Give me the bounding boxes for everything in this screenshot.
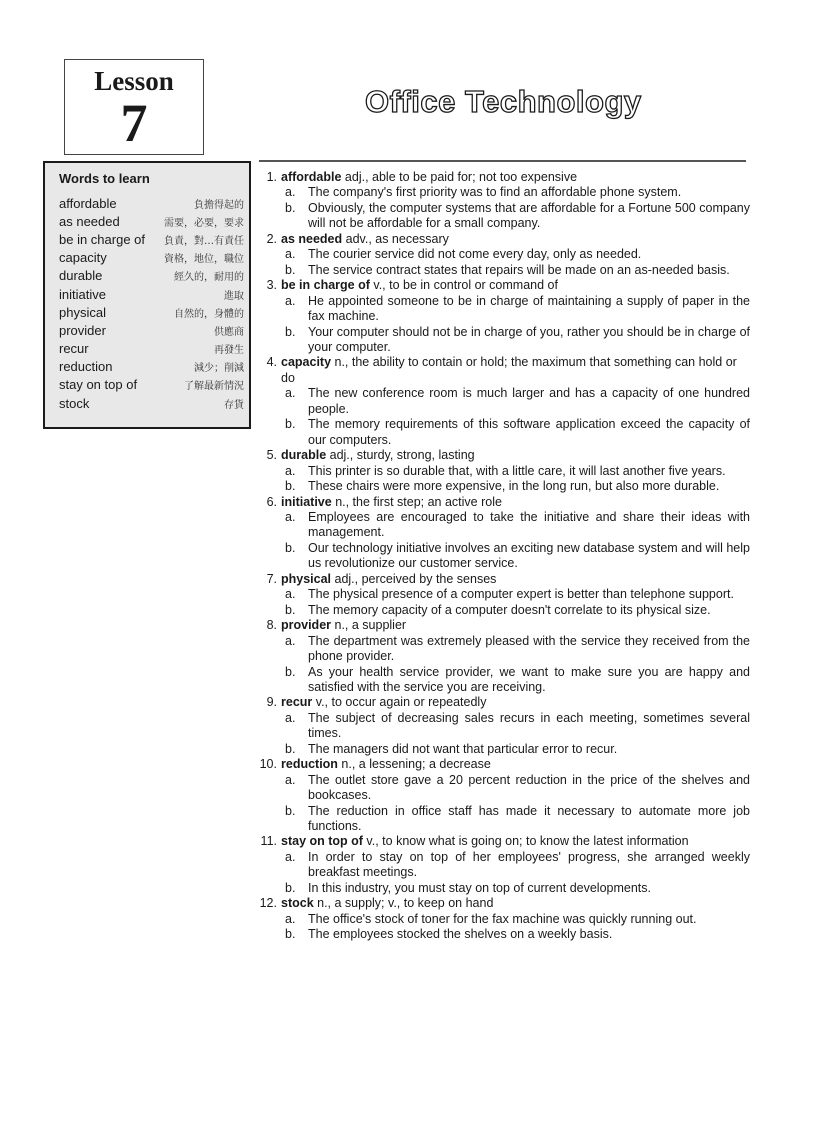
lesson-label: Lesson <box>94 66 174 96</box>
entry-number: 6. <box>266 494 277 509</box>
lesson-box <box>64 59 204 155</box>
example-sentence <box>250 185 750 200</box>
entry-definition-line <box>281 170 750 185</box>
example-sentence <box>250 773 750 804</box>
word-zh: 自然的，身體的 <box>174 308 244 320</box>
example-text: The employees stocked the shelves on a weekly basis. <box>308 927 613 942</box>
entry-head <box>250 170 750 185</box>
example-label: a. <box>285 185 296 200</box>
example-text: As your health service provider, we want to make sure you are happy and satisfied with the service you are receiving. <box>308 664 750 694</box>
entry-number: 11. <box>260 834 277 849</box>
page-title: Office Technology <box>365 84 642 119</box>
entry-definition: n., the ability to contain or hold; the maximum that something can hold or do <box>281 355 737 385</box>
word-en: be in charge of <box>59 231 146 247</box>
entry-definition: adj., sturdy, strong, lasting <box>326 448 475 463</box>
example-sentence <box>250 541 750 572</box>
example-text: Obviously, the computer systems that are affordable for a Fortune 500 company will not be affordable for a small company. <box>308 200 750 231</box>
word-en: physical <box>59 304 106 320</box>
entry-definition-line <box>281 448 750 463</box>
entry-number: 3. <box>266 278 277 293</box>
example-label: b. <box>285 602 296 617</box>
vocabulary-entries <box>250 170 750 943</box>
entry-head <box>250 618 750 633</box>
word-en: as needed <box>59 213 120 229</box>
example-sentence <box>250 587 750 602</box>
example-text: In order to stay on top of her employees' progress, she arranged weekly breakfast meetings. <box>308 849 750 880</box>
vocab-entry <box>250 232 750 278</box>
entry-definition-line <box>281 695 750 710</box>
word-zh: 存貨 <box>224 399 244 411</box>
vocab-entry <box>250 572 750 618</box>
example-label: a. <box>285 633 296 648</box>
example-text: He appointed someone to be in charge of maintaining a supply of paper in the fax machine. <box>308 293 750 324</box>
entry-head <box>250 278 750 293</box>
entry-definition: v., to occur again or repeatedly <box>312 695 487 710</box>
example-label: a. <box>285 386 296 401</box>
word-en: capacity <box>59 250 107 266</box>
example-sentence <box>250 742 750 757</box>
example-label: a. <box>285 293 296 308</box>
example-label: a. <box>285 710 296 725</box>
word-row <box>59 230 244 248</box>
example-text: The memory capacity of a computer doesn't correlate to its physical size. <box>308 602 711 617</box>
word-zh: 負責，對…有責任 <box>164 235 244 247</box>
entry-definition: adj., perceived by the senses <box>331 571 497 586</box>
example-sentence <box>250 294 750 325</box>
example-label: b. <box>285 200 296 215</box>
vocab-entry <box>250 448 750 494</box>
example-text: The subject of decreasing sales recurs in each meeting, sometimes several times. <box>308 710 750 741</box>
example-sentence <box>250 325 750 356</box>
word-row <box>59 267 244 285</box>
example-sentence <box>250 711 750 742</box>
example-text: This printer is so durable that, with a little care, it will last another five years. <box>308 463 726 478</box>
entry-head <box>250 495 750 510</box>
word-row <box>59 340 244 358</box>
vocab-entry <box>250 695 750 757</box>
word-zh: 再發生 <box>214 345 244 357</box>
word-zh: 經久的，耐用的 <box>174 272 244 284</box>
example-sentence <box>250 263 750 278</box>
entry-definition-line <box>281 278 750 293</box>
entry-word: be in charge of <box>281 278 370 293</box>
vocab-entry <box>250 757 750 834</box>
entry-definition-line <box>281 232 750 247</box>
entry-word: provider <box>281 618 332 633</box>
example-text: These chairs were more expensive, in the long run, but also more durable. <box>308 479 720 494</box>
entry-head <box>250 232 750 247</box>
entry-number: 9. <box>266 695 277 710</box>
example-text: The department was extremely pleased with the service they received from the phone provider. <box>308 633 750 664</box>
example-text: The company's first priority was to find an affordable phone system. <box>308 185 682 200</box>
entry-number: 2. <box>266 231 277 246</box>
word-row <box>59 321 244 339</box>
example-label: b. <box>285 803 296 818</box>
entry-word: durable <box>281 448 327 463</box>
entry-word: capacity <box>281 355 332 370</box>
vocab-entry <box>250 495 750 572</box>
entry-definition: v., to be in control or command of <box>369 278 558 293</box>
example-label: a. <box>285 911 296 926</box>
word-row <box>59 194 244 212</box>
example-label: a. <box>285 587 296 602</box>
entry-definition-line <box>281 495 750 510</box>
entry-word: stay on top of <box>281 834 363 849</box>
example-label: b. <box>285 324 296 339</box>
vocab-entry <box>250 278 750 355</box>
entry-definition-line <box>281 896 750 911</box>
word-zh: 減少；削減 <box>194 363 244 375</box>
entry-number: 1. <box>266 170 277 184</box>
example-label: a. <box>285 463 296 478</box>
word-zh: 負擔得起的 <box>194 199 244 211</box>
example-label: a. <box>285 849 296 864</box>
word-zh: 資格，地位，職位 <box>164 254 244 266</box>
word-en: initiative <box>59 286 106 302</box>
entry-definition-line <box>281 618 750 633</box>
entry-head <box>250 834 750 849</box>
entry-head <box>250 355 750 386</box>
divider <box>259 160 746 162</box>
word-en: durable <box>59 268 103 284</box>
word-row <box>59 303 244 321</box>
entry-number: 8. <box>266 618 277 633</box>
word-zh: 了解最新情況 <box>184 381 244 393</box>
example-text: The outlet store gave a 20 percent reduction in the price of the shelves and bookcases. <box>308 772 750 803</box>
words-heading: Words to learn <box>59 171 150 186</box>
example-text: In this industry, you must stay on top of current developments. <box>308 880 651 895</box>
example-sentence <box>250 850 750 881</box>
entry-definition: n., the first step; an active role <box>331 494 502 509</box>
example-label: b. <box>285 479 296 494</box>
example-text: The physical presence of a computer expert is better than telephone support. <box>308 587 734 602</box>
word-zh: 進取 <box>224 290 244 302</box>
example-sentence <box>250 634 750 665</box>
entry-head <box>250 896 750 911</box>
example-sentence <box>250 603 750 618</box>
example-label: b. <box>285 417 296 432</box>
example-text: The managers did not want that particular error to recur. <box>308 741 618 756</box>
lesson-number: 7 <box>120 93 148 153</box>
entry-definition: adj., able to be paid for; not too expensive <box>341 170 578 184</box>
entry-number: 12. <box>259 896 277 911</box>
entry-definition: n., a supplier <box>331 618 407 633</box>
entry-word: stock <box>281 896 314 911</box>
example-text: Employees are encouraged to take the initiative and share their ideas with management. <box>308 509 750 540</box>
word-zh: 需要，必要，要求 <box>164 217 244 229</box>
word-row <box>59 249 244 267</box>
example-sentence <box>250 927 750 942</box>
example-label: b. <box>285 741 296 756</box>
example-text: The courier service did not come every day, only as needed. <box>308 247 642 262</box>
word-row <box>59 376 244 394</box>
entry-word: affordable <box>281 170 342 184</box>
vocab-entry <box>250 355 750 448</box>
word-en: reduction <box>59 359 113 375</box>
entry-head <box>250 572 750 587</box>
example-text: The reduction in office staff has made it necessary to automate more job functions. <box>308 803 750 834</box>
entry-number: 7. <box>266 571 277 586</box>
entry-definition-line <box>281 834 750 849</box>
example-sentence <box>250 804 750 835</box>
example-text: Our technology initiative involves an exciting new database system and will help us revolutionize our customer service. <box>308 540 750 571</box>
example-label: a. <box>285 247 296 262</box>
example-sentence <box>250 665 750 696</box>
vocab-entry <box>250 618 750 695</box>
example-sentence <box>250 510 750 541</box>
word-en: provider <box>59 322 106 338</box>
entry-word: physical <box>281 571 332 586</box>
entry-number: 4. <box>266 355 277 370</box>
entry-definition: adv., as necessary <box>342 231 449 246</box>
vocab-entry <box>250 170 750 232</box>
entry-definition-line <box>281 757 750 772</box>
entry-definition: n., a supply; v., to keep on hand <box>313 896 494 911</box>
entry-word: recur <box>281 695 313 710</box>
example-sentence <box>250 386 750 417</box>
example-text: The service contract states that repairs will be made on an as-needed basis. <box>308 262 730 277</box>
example-text: The office's stock of toner for the fax machine was quickly running out. <box>308 911 697 926</box>
entry-definition-line <box>281 572 750 587</box>
example-text: The memory requirements of this software application exceed the capacity of our computers. <box>308 417 750 447</box>
word-en: stock <box>59 395 90 411</box>
entry-definition-line <box>281 355 750 386</box>
word-row <box>59 358 244 376</box>
example-label: b. <box>285 540 296 555</box>
example-text: Your computer should not be in charge of you, rather you should be in charge of your computer. <box>308 324 750 354</box>
example-sentence <box>250 201 750 232</box>
entry-head <box>250 757 750 772</box>
example-sentence <box>250 417 750 448</box>
entry-head <box>250 448 750 463</box>
example-label: b. <box>285 664 296 679</box>
example-label: b. <box>285 880 296 895</box>
example-label: b. <box>285 262 296 277</box>
entry-definition: n., a lessening; a decrease <box>337 757 491 772</box>
word-en: recur <box>59 341 89 357</box>
word-list <box>59 194 244 412</box>
example-sentence <box>250 881 750 896</box>
word-row <box>59 212 244 230</box>
entry-word: initiative <box>281 494 332 509</box>
example-sentence <box>250 912 750 927</box>
entry-number: 5. <box>266 448 277 463</box>
word-zh: 供應商 <box>214 326 244 338</box>
example-label: b. <box>285 927 296 942</box>
example-label: a. <box>285 772 296 787</box>
entry-definition: v., to know what is going on; to know the latest information <box>362 834 689 849</box>
entry-word: as needed <box>281 231 343 246</box>
example-text: The new conference room is much larger and has a capacity of one hundred people. <box>308 386 750 416</box>
word-en: affordable <box>59 195 117 211</box>
word-row <box>59 285 244 303</box>
words-to-learn-box <box>43 161 251 429</box>
word-en: stay on top of <box>59 377 138 393</box>
example-label: a. <box>285 509 296 524</box>
example-sentence <box>250 464 750 479</box>
entry-word: reduction <box>281 757 338 772</box>
vocab-entry <box>250 896 750 942</box>
entry-number: 10. <box>259 757 277 772</box>
entry-head <box>250 695 750 710</box>
example-sentence <box>250 247 750 262</box>
vocab-entry <box>250 834 750 896</box>
example-sentence <box>250 479 750 494</box>
word-row <box>59 394 244 412</box>
